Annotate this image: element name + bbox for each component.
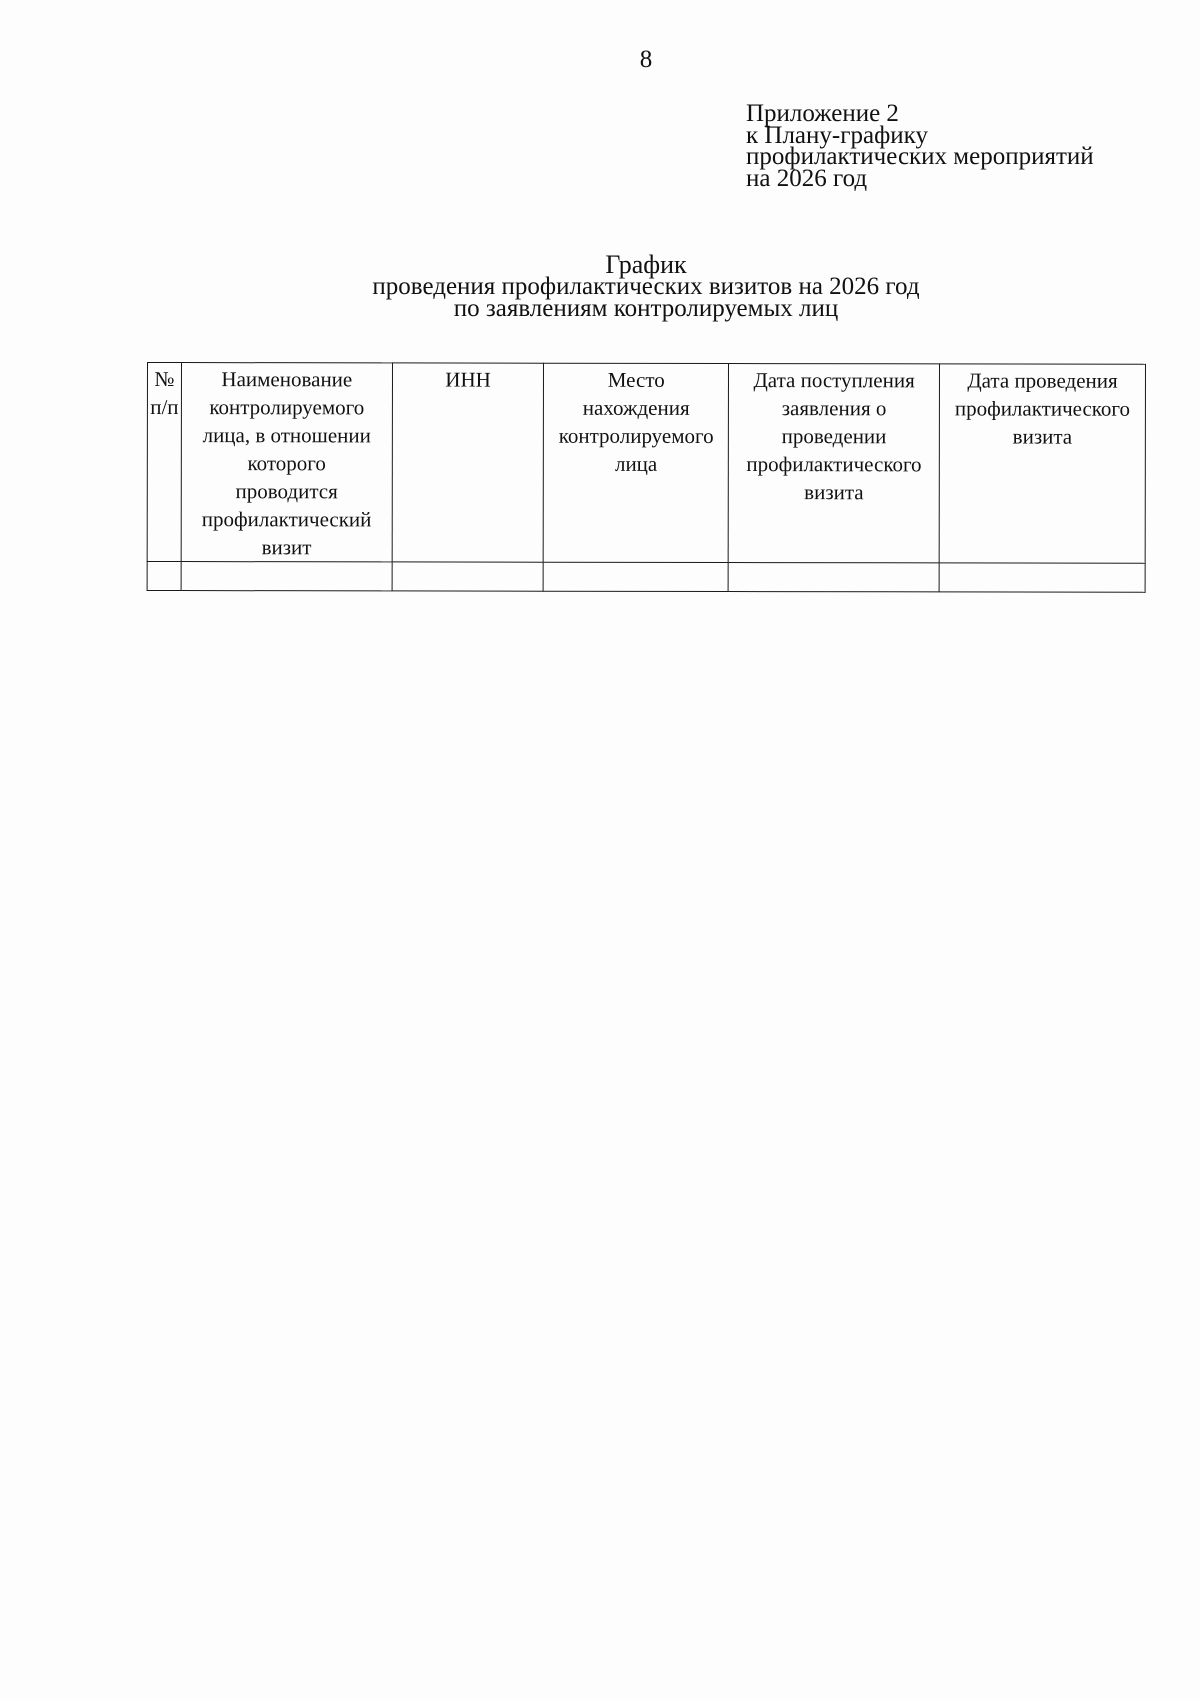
header-text: которого (247, 451, 326, 476)
header-cell-name (181, 363, 392, 562)
header-text: проводится (235, 479, 338, 504)
title-main: График (605, 250, 687, 279)
header-text: Место (607, 367, 665, 392)
appendix-line: на 2026 год (746, 164, 868, 192)
header-text: № (154, 367, 175, 392)
table-cell (939, 563, 1145, 592)
document-title (0, 250, 1200, 322)
header-text: лица (614, 451, 658, 476)
appendix-line: профилактических мероприятий (746, 143, 1094, 170)
header-text: контролируемого (558, 423, 714, 448)
header-cell-number (147, 363, 181, 562)
header-text: п/п (150, 395, 179, 420)
header-text: профилактического (746, 452, 922, 477)
header-text: профилактического (954, 396, 1131, 421)
table-cell (543, 562, 728, 591)
header-text: Дата поступления (753, 368, 915, 393)
appendix-header (746, 100, 1094, 192)
header-text: Наименование (221, 367, 353, 392)
header-text: визита (1012, 424, 1073, 449)
header-text: ИНН (445, 367, 491, 392)
table-cell (147, 562, 181, 591)
header-text: заявления о (781, 396, 887, 421)
table-header-row (147, 363, 1145, 564)
header-cell-visit-date (939, 364, 1145, 563)
table-cell (181, 562, 392, 591)
header-cell-inn (392, 363, 544, 562)
title-line: по заявлениям контролируемых лиц (453, 295, 839, 322)
table-cell (392, 562, 544, 591)
title-line: проведения профилактических визитов на 2026 год (372, 273, 920, 300)
header-cell-application-date (728, 364, 939, 563)
header-text: нахождения (582, 395, 690, 420)
header-text: визита (804, 480, 864, 505)
appendix-line: Приложение 2 (746, 100, 899, 127)
appendix-line: к Плану-графику (746, 121, 928, 149)
page-number: 8 (639, 46, 653, 73)
table-cell (728, 563, 939, 592)
schedule-table (147, 362, 1146, 593)
table-row (147, 562, 1145, 593)
header-cell-location (544, 363, 729, 562)
header-text: контролируемого (209, 395, 365, 420)
header-text: проведении (781, 424, 887, 449)
header-text: Дата проведения (967, 368, 1118, 393)
header-text: визит (261, 535, 312, 560)
header-text: профилактический (201, 507, 372, 532)
header-text: лица, в отношении (202, 423, 371, 448)
